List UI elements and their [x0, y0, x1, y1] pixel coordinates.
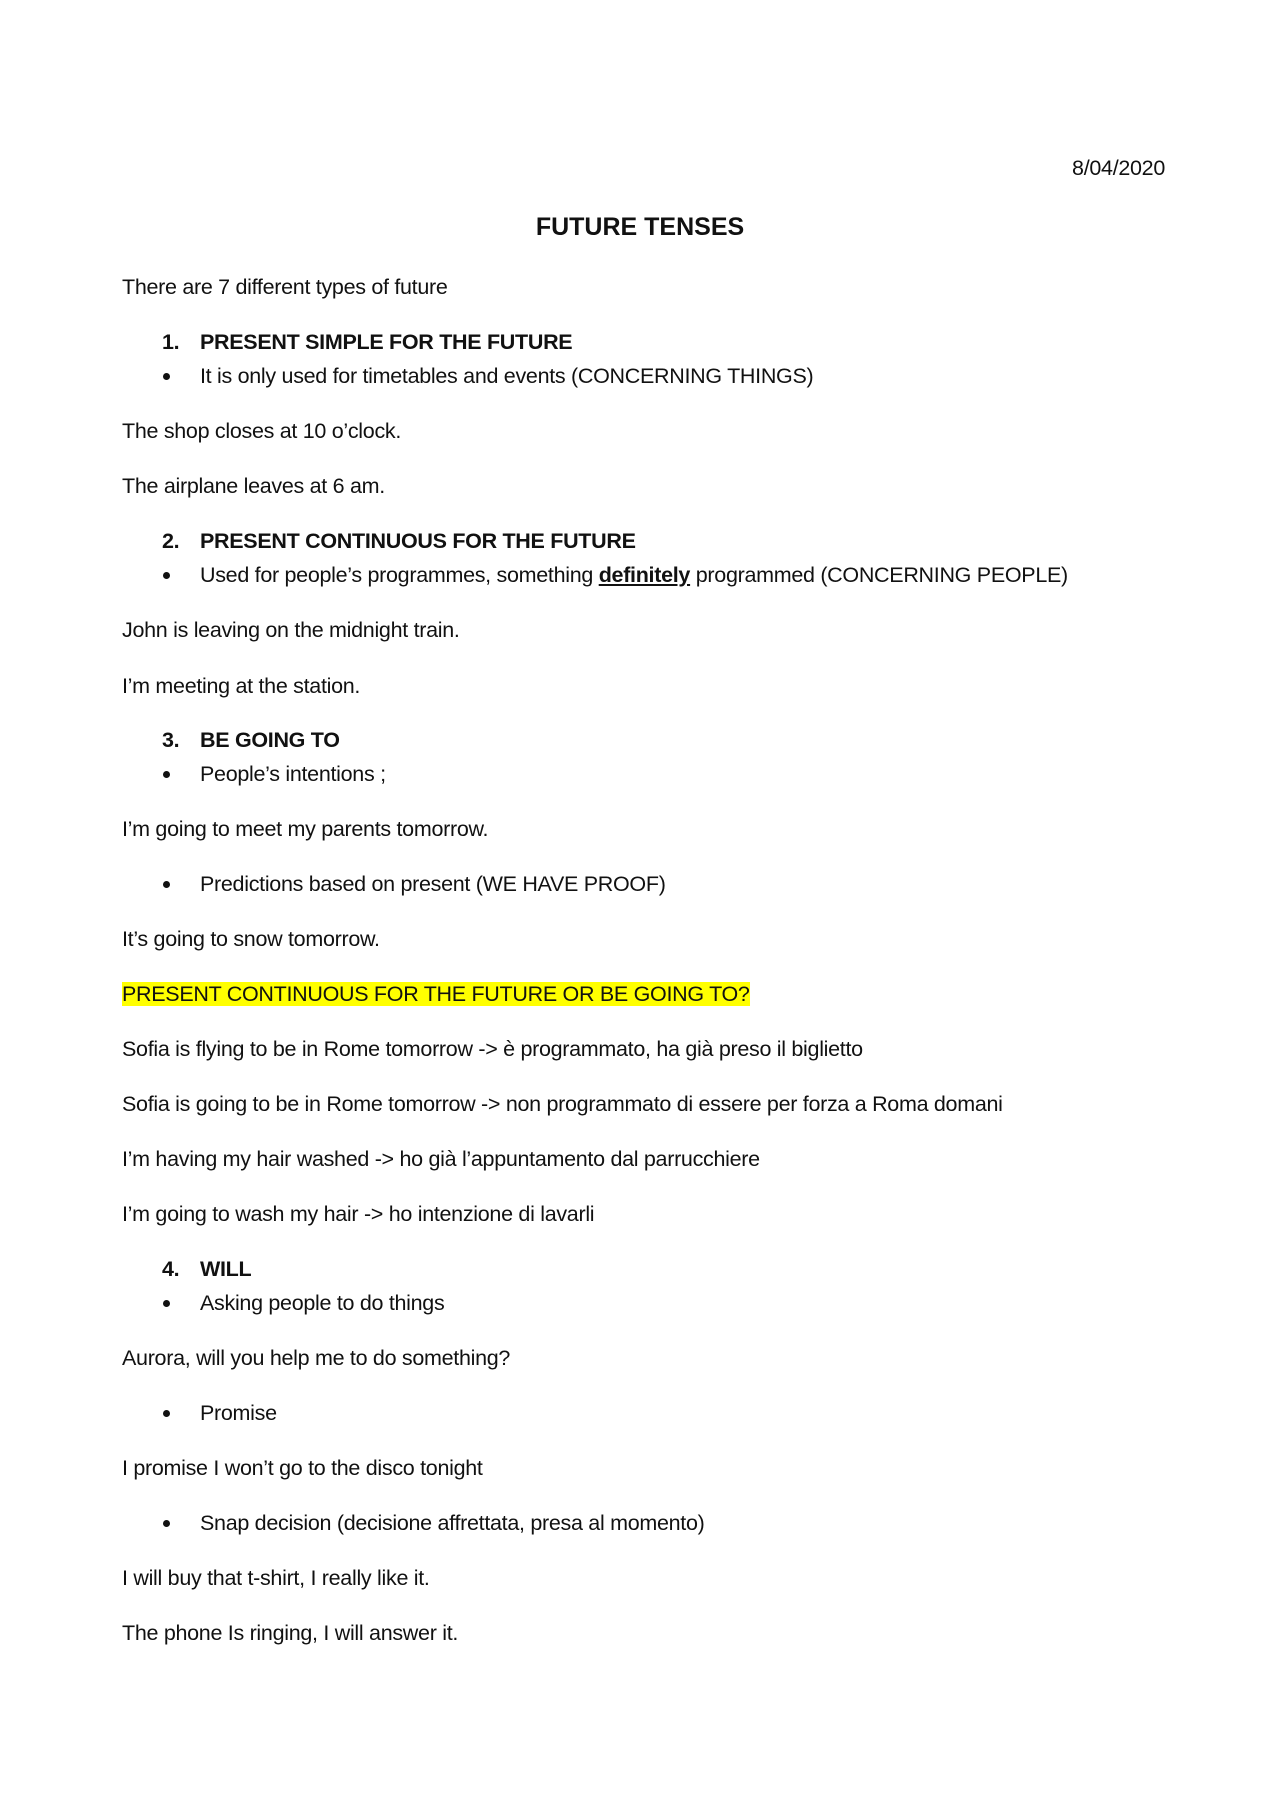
section-4-number: 4. — [162, 1257, 180, 1281]
comparison-line-4: I’m going to wash my hair -> ho intenzione di lavarli — [122, 1202, 595, 1226]
bullet-icon — [160, 362, 174, 390]
section-4-bullet-1-text: Asking people to do things — [200, 1291, 445, 1315]
bullet-icon — [160, 760, 174, 788]
document-date: 8/04/2020 — [1072, 156, 1165, 180]
section-4-example-2: I promise I won’t go to the disco tonight — [122, 1456, 483, 1480]
bullet-icon — [160, 1399, 174, 1427]
section-2-bullet-emphasis: definitely — [598, 563, 691, 587]
comparison-line-2: Sofia is going to be in Rome tomorrow -> non programmato di essere per forza a Roma domani — [122, 1092, 1003, 1116]
bullet-icon — [160, 561, 174, 589]
section-3-number: 3. — [162, 728, 180, 752]
section-3-title: BE GOING TO — [200, 728, 340, 752]
section-1-example-2: The airplane leaves at 6 am. — [122, 474, 385, 498]
section-1-bullet-text: It is only used for timetables and events (CONCERNING THINGS) — [200, 364, 814, 388]
section-2-bullet-before: Used for people’s programmes, something — [200, 563, 599, 587]
section-2-example-2: I’m meeting at the station. — [122, 674, 361, 698]
section-1-number: 1. — [162, 330, 180, 354]
document-title: FUTURE TENSES — [535, 213, 745, 241]
section-2-title: PRESENT CONTINUOUS FOR THE FUTURE — [200, 529, 636, 553]
bullet-icon — [160, 1289, 174, 1317]
section-2-bullet-text — [200, 561, 1068, 589]
section-4-example-4: The phone Is ringing, I will answer it. — [122, 1621, 459, 1645]
section-2-bullet-after: programmed (CONCERNING PEOPLE) — [690, 563, 1068, 587]
bullet-icon — [160, 1509, 174, 1537]
section-1-example-1: The shop closes at 10 o’clock. — [122, 419, 402, 443]
section-3-example-1: I’m going to meet my parents tomorrow. — [122, 817, 489, 841]
section-2-number: 2. — [162, 529, 180, 553]
section-4-bullet-3-text: Snap decision (decisione affrettata, presa al momento) — [200, 1511, 705, 1535]
section-1-title: PRESENT SIMPLE FOR THE FUTURE — [200, 330, 573, 354]
section-3-bullet-2-text: Predictions based on present (WE HAVE PROOF) — [200, 872, 666, 896]
section-3-bullet-1-text: People’s intentions ; — [200, 762, 386, 786]
section-4-example-3: I will buy that t-shirt, I really like it. — [122, 1566, 430, 1590]
section-3-example-2: It’s going to snow tomorrow. — [122, 927, 380, 951]
section-4-bullet-2-text: Promise — [200, 1401, 277, 1425]
comparison-line-3: I’m having my hair washed -> ho già l’appuntamento dal parrucchiere — [122, 1147, 760, 1171]
section-4-title: WILL — [200, 1257, 252, 1281]
comparison-line-1: Sofia is flying to be in Rome tomorrow -> è programmato, ha già preso il biglietto — [122, 1037, 863, 1061]
highlighted-question: PRESENT CONTINUOUS FOR THE FUTURE OR BE GOING TO? — [122, 982, 750, 1006]
comparison-question — [122, 980, 750, 1008]
section-2-example-1: John is leaving on the midnight train. — [122, 618, 460, 642]
bullet-icon — [160, 870, 174, 898]
section-4-example-1: Aurora, will you help me to do something? — [122, 1346, 511, 1370]
intro-text: There are 7 different types of future — [122, 275, 448, 299]
